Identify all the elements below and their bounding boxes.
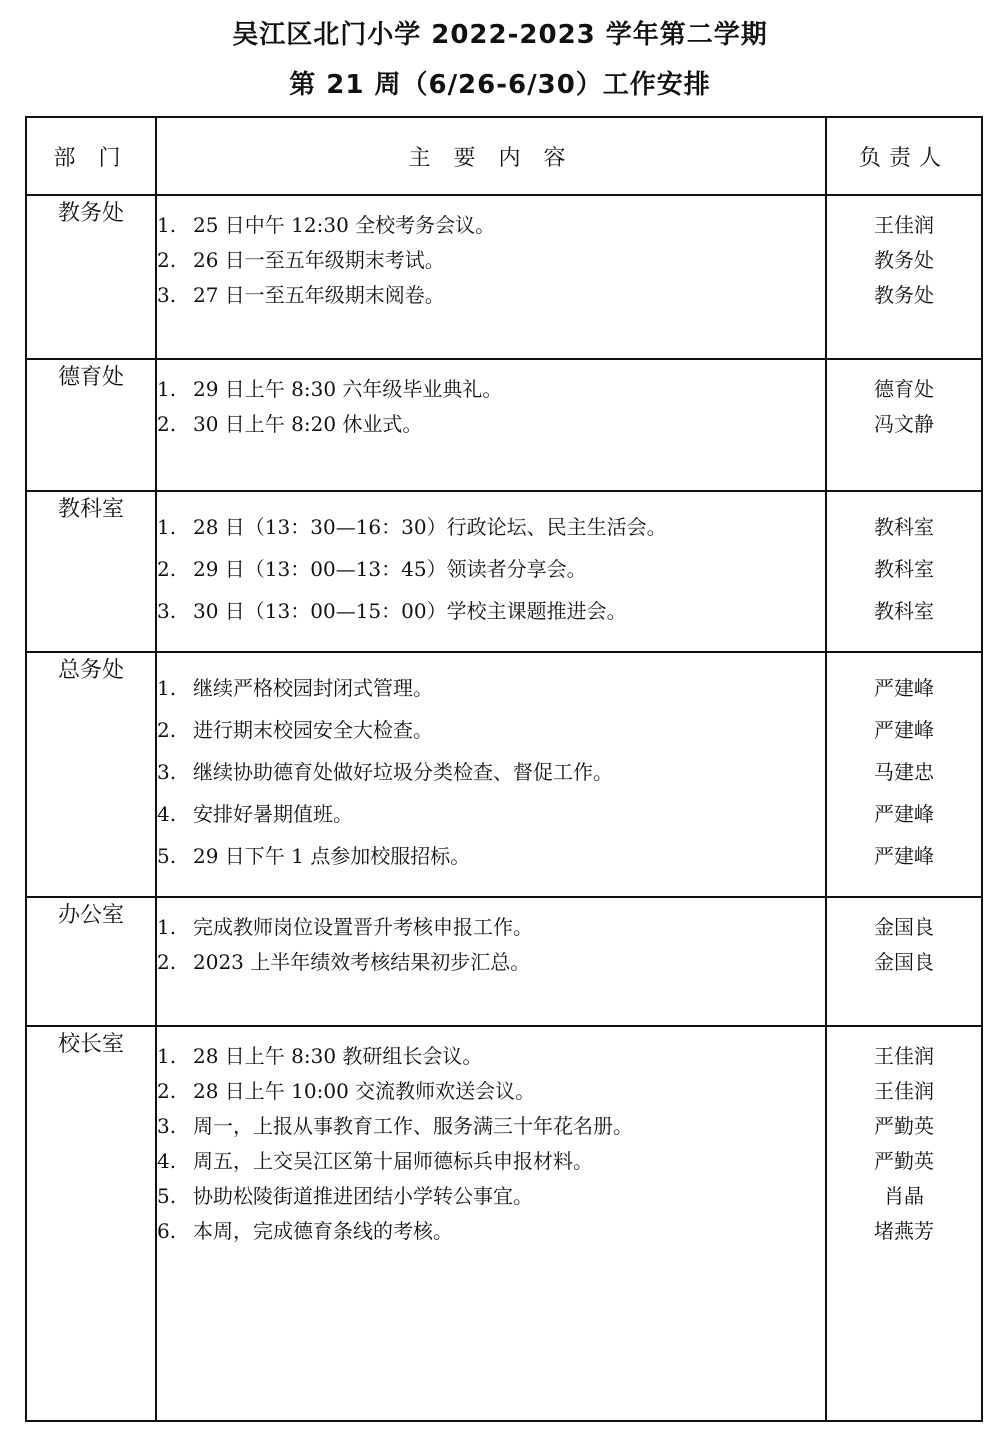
item-number: 2. bbox=[157, 1079, 177, 1103]
item-text: 30 日上午 8:20 休业式。 bbox=[193, 412, 423, 436]
item-text: 29 日上午 8:30 六年级毕业典礼。 bbox=[193, 377, 503, 401]
schedule-table bbox=[25, 116, 983, 1422]
item-number: 4. bbox=[157, 1149, 177, 1173]
owner-name: 德育处 bbox=[874, 377, 934, 401]
content-cell bbox=[156, 897, 826, 1026]
header-content: 主 要 内 容 bbox=[156, 117, 826, 195]
item-text: 27 日一至五年级期末阅卷。 bbox=[193, 283, 445, 307]
item-number: 1. bbox=[157, 213, 177, 237]
owner-name: 严勤英 bbox=[874, 1114, 934, 1138]
list-item bbox=[157, 590, 825, 632]
owner-name: 金国良 bbox=[874, 950, 934, 974]
header-dept: 部 门 bbox=[26, 117, 156, 195]
list-item bbox=[157, 372, 825, 407]
list-item bbox=[157, 278, 825, 313]
dept-cell: 教科室 bbox=[26, 491, 156, 652]
item-number: 1. bbox=[157, 515, 177, 539]
owner-name: 王佳润 bbox=[874, 213, 934, 237]
item-number: 3. bbox=[157, 599, 177, 623]
owner-name: 严勤英 bbox=[874, 1149, 934, 1173]
item-text: 协助松陵街道推进团结小学转公事宜。 bbox=[193, 1184, 533, 1208]
list-item bbox=[157, 1179, 825, 1214]
header-row bbox=[26, 117, 982, 195]
item-text: 28 日上午 8:30 教研组长会议。 bbox=[193, 1044, 483, 1068]
owner-name: 教科室 bbox=[874, 599, 934, 623]
item-text: 本周，完成德育条线的考核。 bbox=[193, 1219, 453, 1243]
list-item bbox=[157, 548, 825, 590]
document-title: 吴江区北门小学 2022-2023 学年第二学期 bbox=[232, 20, 768, 50]
item-number: 3. bbox=[157, 283, 177, 307]
owner-cell bbox=[826, 652, 982, 897]
dept-cell: 办公室 bbox=[26, 897, 156, 1026]
item-number: 6. bbox=[157, 1219, 177, 1243]
dept-cell: 校长室 bbox=[26, 1026, 156, 1421]
item-text: 周五，上交吴江区第十届师德标兵申报材料。 bbox=[193, 1149, 593, 1173]
owner-cell bbox=[826, 897, 982, 1026]
item-text: 29 日下午 1 点参加校服招标。 bbox=[193, 844, 471, 868]
owner-name: 严建峰 bbox=[874, 718, 934, 742]
owner-name: 教科室 bbox=[874, 515, 934, 539]
schedule-body bbox=[26, 195, 982, 1421]
item-number: 2. bbox=[157, 557, 177, 581]
owner-name: 教务处 bbox=[874, 283, 934, 307]
item-number: 2. bbox=[157, 412, 177, 436]
item-number: 1. bbox=[157, 915, 177, 939]
list-item bbox=[157, 1144, 825, 1179]
content-cell bbox=[156, 491, 826, 652]
owner-cell bbox=[826, 491, 982, 652]
owner-cell bbox=[826, 195, 982, 359]
owner-name: 严建峰 bbox=[874, 676, 934, 700]
list-item bbox=[157, 709, 825, 751]
header-owner: 负责人 bbox=[826, 117, 982, 195]
owner-cell bbox=[826, 1026, 982, 1421]
item-text: 30 日（13：00—15：00）学校主课题推进会。 bbox=[193, 599, 627, 623]
item-text: 完成教师岗位设置晋升考核申报工作。 bbox=[193, 915, 533, 939]
list-item bbox=[157, 208, 825, 243]
item-number: 5. bbox=[157, 1184, 177, 1208]
item-number: 2. bbox=[157, 718, 177, 742]
list-item bbox=[157, 407, 825, 442]
item-number: 1. bbox=[157, 676, 177, 700]
item-text: 28 日上午 10:00 交流教师欢送会议。 bbox=[193, 1079, 536, 1103]
owner-name: 严建峰 bbox=[874, 802, 934, 826]
owner-name: 严建峰 bbox=[874, 844, 934, 868]
item-text: 进行期末校园安全大检查。 bbox=[193, 718, 433, 742]
item-text: 安排好暑期值班。 bbox=[193, 802, 353, 826]
list-item bbox=[157, 243, 825, 278]
table-row bbox=[26, 491, 982, 652]
owner-name: 金国良 bbox=[874, 915, 934, 939]
item-text: 26 日一至五年级期末考试。 bbox=[193, 248, 445, 272]
item-text: 25 日中午 12:30 全校考务会议。 bbox=[193, 213, 496, 237]
item-number: 1. bbox=[157, 1044, 177, 1068]
item-number: 2. bbox=[157, 248, 177, 272]
list-item bbox=[157, 1039, 825, 1074]
table-row bbox=[26, 652, 982, 897]
item-number: 3. bbox=[157, 760, 177, 784]
item-text: 继续严格校园封闭式管理。 bbox=[193, 676, 433, 700]
owner-name: 冯文静 bbox=[874, 412, 934, 436]
item-number: 5. bbox=[157, 844, 177, 868]
list-item bbox=[157, 1074, 825, 1109]
list-item bbox=[157, 1214, 825, 1249]
list-item bbox=[157, 945, 825, 980]
content-cell bbox=[156, 652, 826, 897]
owner-name: 王佳润 bbox=[874, 1044, 934, 1068]
dept-cell: 教务处 bbox=[26, 195, 156, 359]
owner-name: 王佳润 bbox=[874, 1079, 934, 1103]
owner-name: 教科室 bbox=[874, 557, 934, 581]
list-item bbox=[157, 910, 825, 945]
item-number: 1. bbox=[157, 377, 177, 401]
list-item bbox=[157, 506, 825, 548]
table-row bbox=[26, 195, 982, 359]
item-text: 28 日（13：30—16：30）行政论坛、民主生活会。 bbox=[193, 515, 667, 539]
list-item bbox=[157, 835, 825, 877]
item-text: 2023 上半年绩效考核结果初步汇总。 bbox=[193, 950, 531, 974]
list-item bbox=[157, 667, 825, 709]
content-cell bbox=[156, 195, 826, 359]
owner-name: 教务处 bbox=[874, 248, 934, 272]
content-cell bbox=[156, 1026, 826, 1421]
item-number: 2. bbox=[157, 950, 177, 974]
document-subtitle: 第 21 周（6/26-6/30）工作安排 bbox=[289, 70, 711, 100]
item-text: 29 日（13：00—13：45）领读者分享会。 bbox=[193, 557, 587, 581]
owner-name: 马建忠 bbox=[874, 760, 934, 784]
table-row bbox=[26, 1026, 982, 1421]
item-number: 4. bbox=[157, 802, 177, 826]
table-row bbox=[26, 359, 982, 491]
owner-name: 肖晶 bbox=[884, 1184, 924, 1208]
item-text: 周一，上报从事教育工作、服务满三十年花名册。 bbox=[193, 1114, 633, 1138]
list-item bbox=[157, 1109, 825, 1144]
item-text: 继续协助德育处做好垃圾分类检查、督促工作。 bbox=[193, 760, 613, 784]
content-cell bbox=[156, 359, 826, 491]
owner-cell bbox=[826, 359, 982, 491]
item-number: 3. bbox=[157, 1114, 177, 1138]
list-item bbox=[157, 793, 825, 835]
dept-cell: 总务处 bbox=[26, 652, 156, 897]
dept-cell: 德育处 bbox=[26, 359, 156, 491]
list-item bbox=[157, 751, 825, 793]
table-row bbox=[26, 897, 982, 1026]
owner-name: 堵燕芳 bbox=[874, 1219, 934, 1243]
